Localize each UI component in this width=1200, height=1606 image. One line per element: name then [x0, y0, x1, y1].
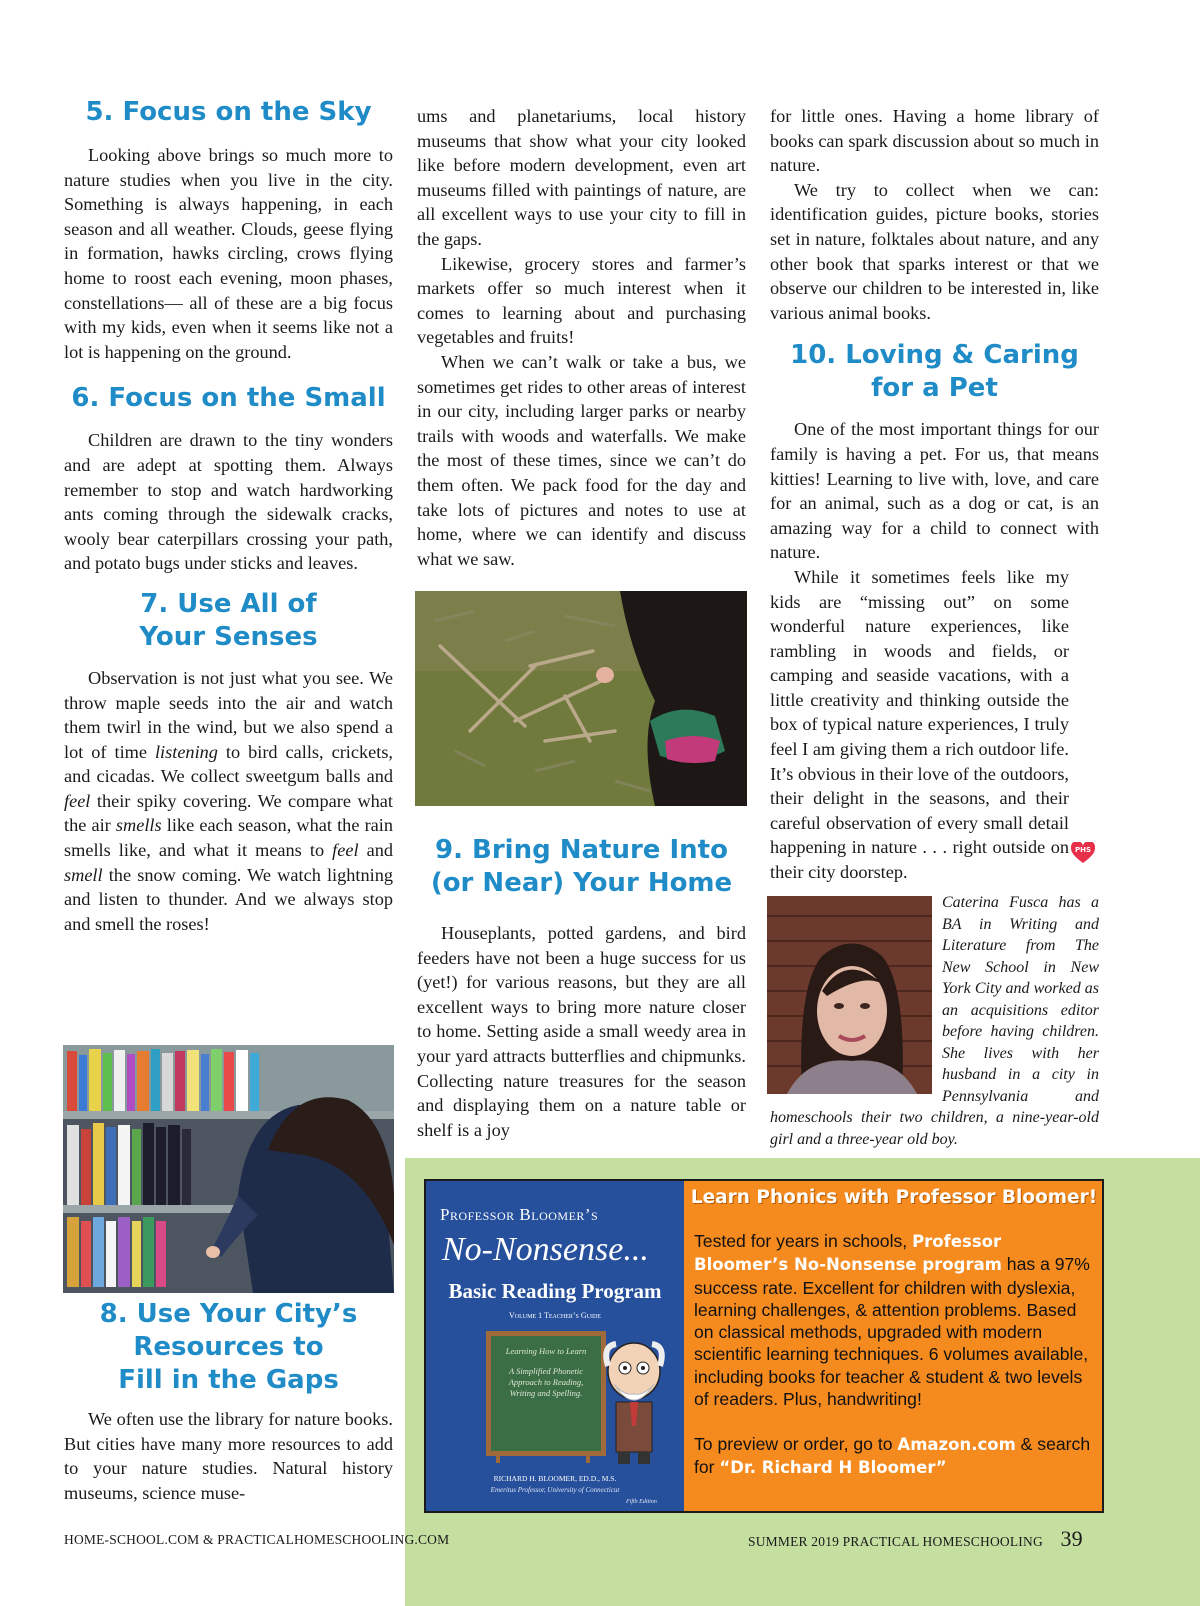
- professor-cartoon-icon: [594, 1336, 674, 1466]
- paragraph: Children are drawn to the tiny wonders and are adept at spotting them. Always remember to stop and watch hardworking ants coming through the sidewalk cracks, wooly bear caterpillars crossing your path, and potato bugs under sticks and leaves.: [64, 430, 393, 574]
- book-easel-legs: [586, 1451, 590, 1463]
- end-mark-label: PHS: [1074, 846, 1092, 854]
- chalkboard: [486, 1331, 606, 1456]
- paragraph: Likewise, grocery stores and farmer’s markets offer so much interest when it comes to learning about and purchasing vegetables and fruits!: [417, 253, 746, 348]
- child-arranging-sticks-image: [415, 591, 747, 806]
- paragraph: We often use the library for nature books. But cities have many more resources to add to your nature studies. Natural history museums, science muse-: [64, 1409, 393, 1503]
- heading-line: Fill in the Gaps: [118, 1365, 339, 1395]
- board-line-2: A Simplified Phonetic Approach to Reading, Writing and Spelling.: [508, 1366, 584, 1398]
- ad-body: Tested for years in schools, Professor Bloomer’s No-Nonsense program has a 97% success rate. Excellent for children with dyslexia, learning challenges, & attention problems. Based on classical methods, upgraded with modern scientific learning techniques. 6 volumes available, including books for teacher & student & two levels of readers. Plus, handwriting! To preview or order, go to Amazon.com & search for “Dr. Richard H Bloomer”: [694, 1231, 1091, 1477]
- heading-line: 7. Use All of: [140, 588, 317, 619]
- heading-line: Resources to: [133, 1332, 324, 1362]
- heading-line: Your Senses: [139, 621, 318, 652]
- column-3: [770, 104, 1099, 885]
- end-mark-heart-icon: [1071, 842, 1095, 864]
- book-volume: Volume 1 Teacher’s Guide: [509, 1311, 601, 1320]
- paragraph: Observation is not just what you see. We throw maple seeds into the air and watch them twirl in the wind, but we also spend a lot of time listening to bird calls, crickets, and cicadas. We collect sweetgum balls and feel their spiky covering. We compare what the air smells like each season, what the rain smells like, and what it means to feel and smell the snow coming. We watch lightning and listen to thunder. And we always stop and smell the roses!: [64, 667, 394, 934]
- paragraph: When we can’t walk or take a bus, we sometimes get rides to other areas of interest in our city, including larger parks or nearby trails with woods and waterfalls. We make the most of these times, since we can’t do them often. We pack food for the day and take lots of pictures and notes to use at home, where we can identify and discuss what we saw.: [417, 351, 746, 569]
- book-edition: Fifth Edition: [626, 1499, 657, 1505]
- column-1-lower: [64, 1298, 393, 1505]
- paragraph: for little ones. Having a home library of books can spark discussion about so much in nature.: [770, 106, 1099, 176]
- column-2-lower: [417, 834, 746, 1142]
- footer-issue: SUMMER 2019 PRACTICAL HOMESCHOOLING: [748, 1534, 1043, 1549]
- column-1: [64, 96, 393, 936]
- book-author: RICHARD H. BLOOMER, ED.D., M.S.: [493, 1474, 617, 1483]
- author-bio: Caterina Fusca has a BA in Writing and Literature from The New School in New York City and worked as an acquisitions editor before having children. She lives with her husband in a city in Pennsylvania and homeschools their two children, a nine-year-old girl and a three-year old boy.: [770, 894, 1099, 1148]
- amazon-link[interactable]: Amazon.com: [897, 1434, 1016, 1454]
- heading-line: 8. Use Your City’s: [99, 1299, 358, 1329]
- board-line-1: Learning How to Learn: [505, 1346, 587, 1356]
- book-title: No-Nonsense...: [442, 1231, 649, 1268]
- heading-line: for a Pet: [871, 373, 998, 404]
- footer-right: [748, 1526, 1083, 1552]
- paragraph: ums and planetariums, local history museums that show what your city looked like before modern development, even art museums filled with paintings of nature, are all excellent ways to use your city to fill in the gaps.: [417, 106, 746, 249]
- ad-headline: Learn Phonics with Professor Bloomer!: [690, 1187, 1098, 1208]
- heading-city-resources: [64, 1298, 393, 1397]
- book-easel-legs: [496, 1451, 500, 1463]
- professor-bloomer-ad[interactable]: [424, 1179, 1104, 1513]
- paragraph: Looking above brings so much more to nature studies when you live in the city. Something is always happening, in each season and all weather. Clouds, geese flying in formation, hawks circling, crows flying home to roost each evening, moon phases, constellations— all of these are a big focus with my kids, even when it seems like not a lot is happening on the ground.: [64, 145, 393, 362]
- book-subtitle: Basic Reading Program: [448, 1279, 662, 1303]
- heading-use-senses: [64, 588, 393, 654]
- heading-pet: [770, 339, 1099, 405]
- column-2: [417, 104, 746, 571]
- sticks-on-grass-photo: [415, 591, 747, 806]
- library-photo: [63, 1045, 394, 1293]
- heading-focus-small: 6. Focus on the Small: [71, 383, 386, 414]
- heading-line: 9. Bring Nature Into: [435, 835, 728, 865]
- heading-line: (or Near) Your Home: [430, 868, 733, 898]
- book-cover: [426, 1181, 684, 1511]
- footer-left: HOME-SCHOOL.COM & PRACTICALHOMESCHOOLING.COM: [64, 1532, 450, 1547]
- library-shelves-image: [63, 1045, 394, 1293]
- paragraph: Houseplants, potted gardens, and bird feeders have not been a huge success for us (yet!) for various reasons, but they are all excellent ways to bring more nature closer to home. Setting aside a small weedy area in your yard attracts butterflies and chipmunks. Collecting nature treasures for the season and displaying them on a nature table or shelf is a joy: [417, 923, 746, 1140]
- heading-line: 10. Loving & Caring: [790, 340, 1079, 371]
- paragraph: One of the most important things for our family is having a pet. For us, that means kitties! Learning to live with, love, and care for an animal, such as a dog or cat, is an amazing way for a child to connect with nature.: [770, 419, 1099, 563]
- page-number: 39: [1060, 1526, 1083, 1551]
- paragraph: We try to collect when we can: identification guides, picture books, stories set in nature, folktales about nature, and any other book that sparks interest or that we observe our children to be interested in, like various animal books.: [770, 179, 1099, 323]
- paragraph: While it sometimes feels like my kids are “missing out” on some wonderful nature experiences, like rambling in woods and fields, or camping and seaside vacations, with a little creativity and thinking outside the box of typical nature experiences, I truly feel I am giving them a rich outdoor life. It’s obvious in their love of the outdoors, their delight in the seasons, and their careful observation of every small detail happening in nature . . . right outside on their city doorstep.: [770, 566, 1069, 883]
- book-top-label: Professor Bloomer’s: [440, 1205, 599, 1224]
- heading-focus-sky: 5. Focus on the Sky: [85, 97, 372, 127]
- heading-nature-home: [417, 834, 746, 900]
- book-affiliation: Emeritus Professor, University of Connecticut: [490, 1486, 620, 1494]
